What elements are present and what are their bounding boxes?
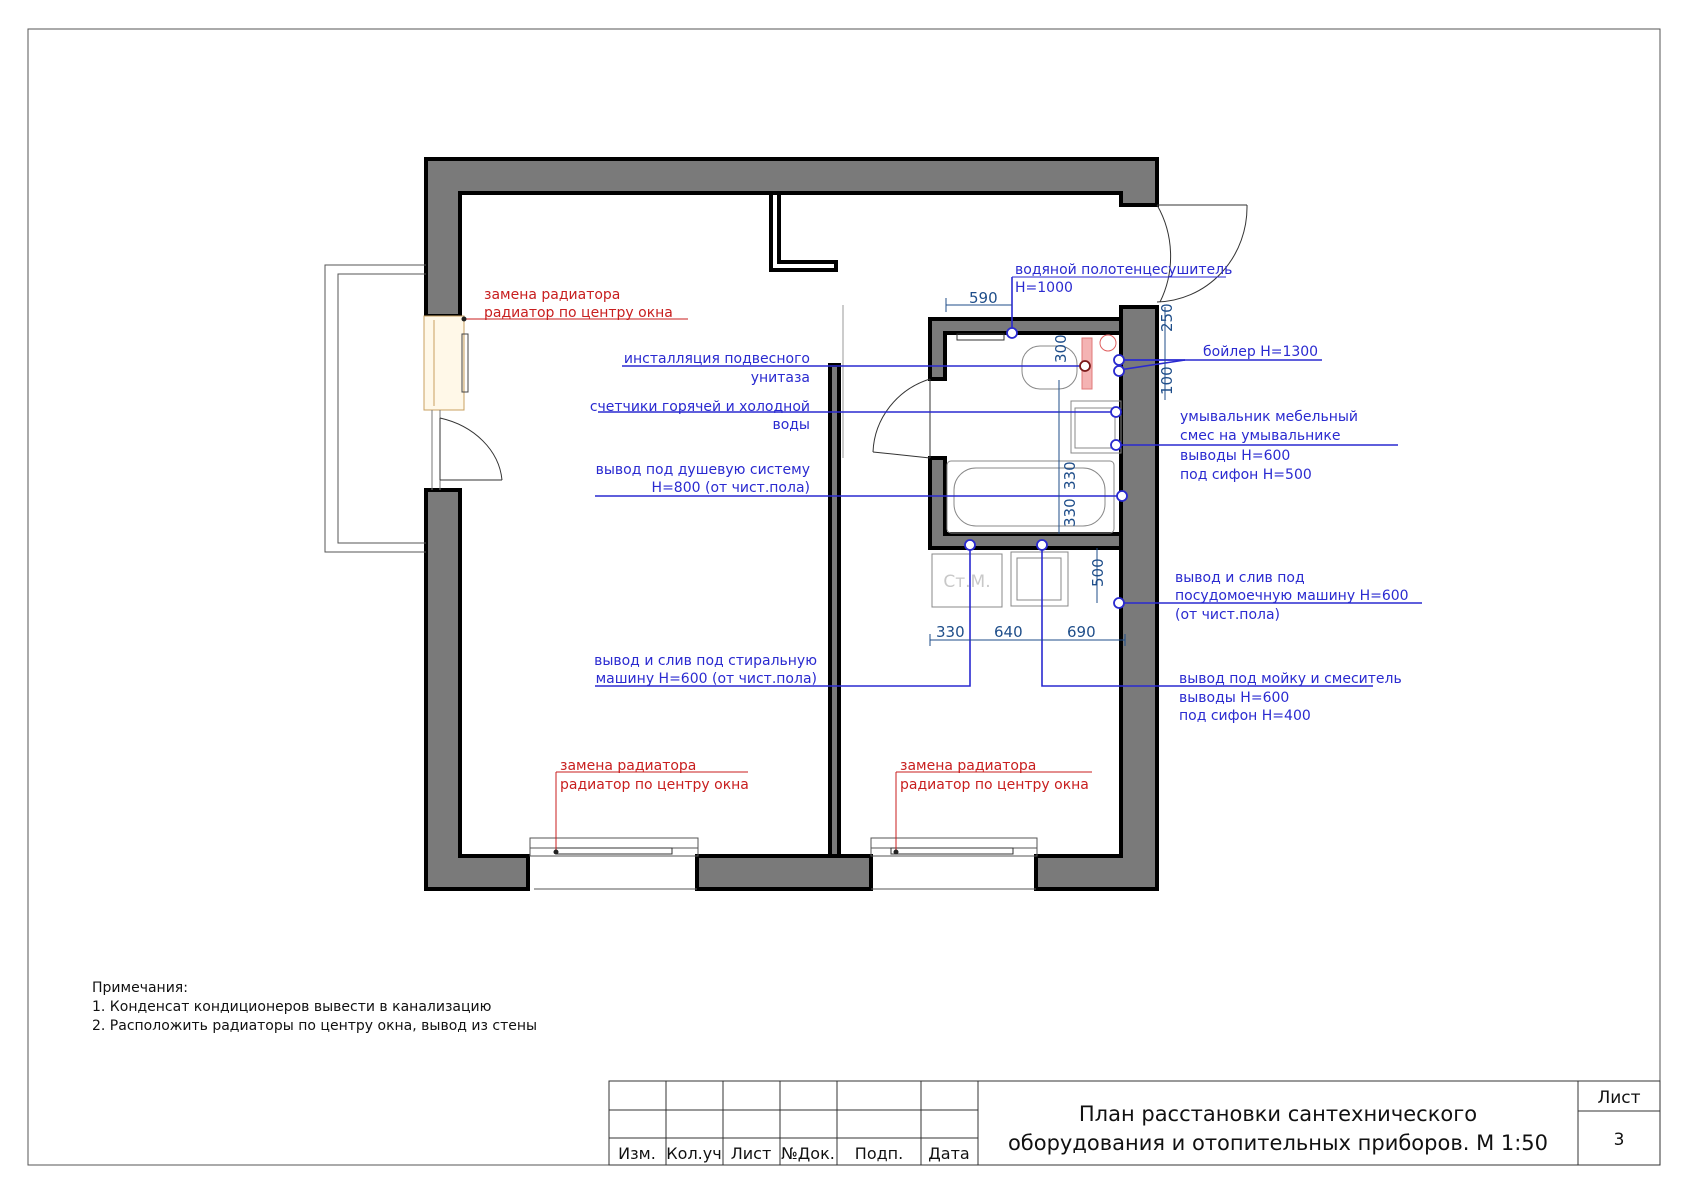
sheet-number: 3: [1613, 1130, 1625, 1150]
dishwasher-label-2: посудомоечную машину H=600: [1175, 588, 1409, 604]
wall-bottom-middle: [697, 856, 871, 889]
washbasin-label-1: умывальник мебельный: [1180, 409, 1359, 425]
dishwasher-label-3: (от чист.пола): [1175, 607, 1281, 623]
outlet-washer: [965, 540, 975, 550]
wall-stub: [771, 193, 836, 270]
col-data: Дата: [928, 1144, 970, 1163]
wall-partition: [830, 365, 839, 856]
balcony-outline: [325, 265, 426, 552]
toilet-label-2: унитаза: [750, 370, 810, 386]
outlet-boiler-2: [1114, 366, 1124, 376]
entrance-door-swing: [1157, 205, 1171, 302]
dim-690: 690: [1067, 623, 1096, 641]
col-podp: Подп.: [854, 1144, 904, 1163]
outlet-towel-dryer: [1007, 328, 1017, 338]
note-1: 1. Конденсат кондиционеров вывести в канализацию: [92, 999, 492, 1015]
radiator-mid-label-1: замена радиатора: [560, 758, 697, 774]
sheet-label: Лист: [1597, 1088, 1641, 1108]
notes-block: [92, 979, 537, 1036]
balcony-door-swing: [440, 418, 502, 480]
outlet-washbasin: [1111, 440, 1121, 450]
washbasin-label-3: выводы H=600: [1180, 448, 1291, 464]
boiler-label: бойлер H=1300: [1203, 344, 1319, 360]
dim-330-c: 330: [936, 623, 965, 641]
dim-100: 100: [1158, 366, 1176, 395]
outlet-sink: [1037, 540, 1047, 550]
col-list: Лист: [730, 1144, 772, 1163]
note-2: 2. Расположить радиаторы по центру окна, вывод из стены: [92, 1018, 538, 1034]
radiator-left-label-1: замена радиатора: [484, 287, 621, 303]
outlet-dishwasher: [1114, 598, 1124, 608]
wall-left-lower: [426, 490, 528, 889]
washing-machine-label: Ст.М.: [943, 572, 991, 592]
washbasin-label-2: смес на умывальнике: [1180, 428, 1341, 444]
washer-label-2: машину H=600 (от чист.пола): [595, 671, 817, 687]
towel-dryer-height: H=1000: [1015, 280, 1073, 296]
shower-label-2: H=800 (от чист.пола): [651, 480, 810, 496]
outlet-meters: [1111, 407, 1121, 417]
dim-330-a: 330: [1061, 461, 1079, 490]
towel-dryer-label: водяной полотенцесушитель: [1015, 262, 1233, 278]
radiator-left-label-2: радиатор по центру окна: [484, 305, 673, 321]
outlet-shower: [1117, 491, 1127, 501]
col-kol: Кол.уч: [666, 1144, 722, 1163]
meters-label-2: воды: [772, 417, 810, 433]
outlet-boiler-1: [1114, 355, 1124, 365]
drawing-title-1: План расстановки сантехнического: [1078, 1102, 1478, 1126]
title-block-text: [618, 1088, 1640, 1163]
sink-label-2: выводы H=600: [1179, 690, 1290, 706]
col-izm: Изм.: [618, 1144, 656, 1163]
dim-590: 590: [969, 289, 998, 307]
notes-title: Примечания:: [92, 980, 188, 996]
sink-label-1: вывод под мойку и смеситель: [1179, 671, 1402, 687]
meters-label-1: счетчики горячей и холодной: [589, 399, 810, 415]
radiator-right-label-1: замена радиатора: [900, 758, 1037, 774]
radiator-mid-label-2: радиатор по центру окна: [560, 777, 749, 793]
wall-bathroom-lower: [930, 458, 1121, 548]
drawing-title-2: оборудования и отопительных приборов. М 1:50: [1007, 1131, 1549, 1155]
toilet-label-1: инсталляция подвесного: [623, 351, 810, 367]
balcony-inner: [338, 274, 426, 543]
dim-250: 250: [1158, 303, 1176, 332]
dim-330-b: 330: [1061, 498, 1079, 527]
dim-640: 640: [994, 623, 1023, 641]
bathtub: [947, 461, 1114, 533]
washer-label-1: вывод и слив под стиральную: [594, 653, 817, 669]
bathroom-door-swing: [873, 379, 930, 452]
shower-label-1: вывод под душевую систему: [595, 462, 810, 478]
dim-300: 300: [1052, 334, 1070, 363]
kitchen-sink: [1011, 552, 1068, 606]
sink-label-3: под сифон H=400: [1179, 708, 1311, 724]
col-ndok: №Док.: [781, 1144, 835, 1163]
balcony-door-frame: [424, 316, 464, 410]
radiator-right-label-2: радиатор по центру окна: [900, 777, 1089, 793]
dim-500: 500: [1089, 558, 1107, 587]
outlet-toilet: [1080, 361, 1090, 371]
washbasin-label-4: под сифон H=500: [1180, 467, 1312, 483]
dishwasher-label-1: вывод и слив под: [1175, 570, 1305, 586]
